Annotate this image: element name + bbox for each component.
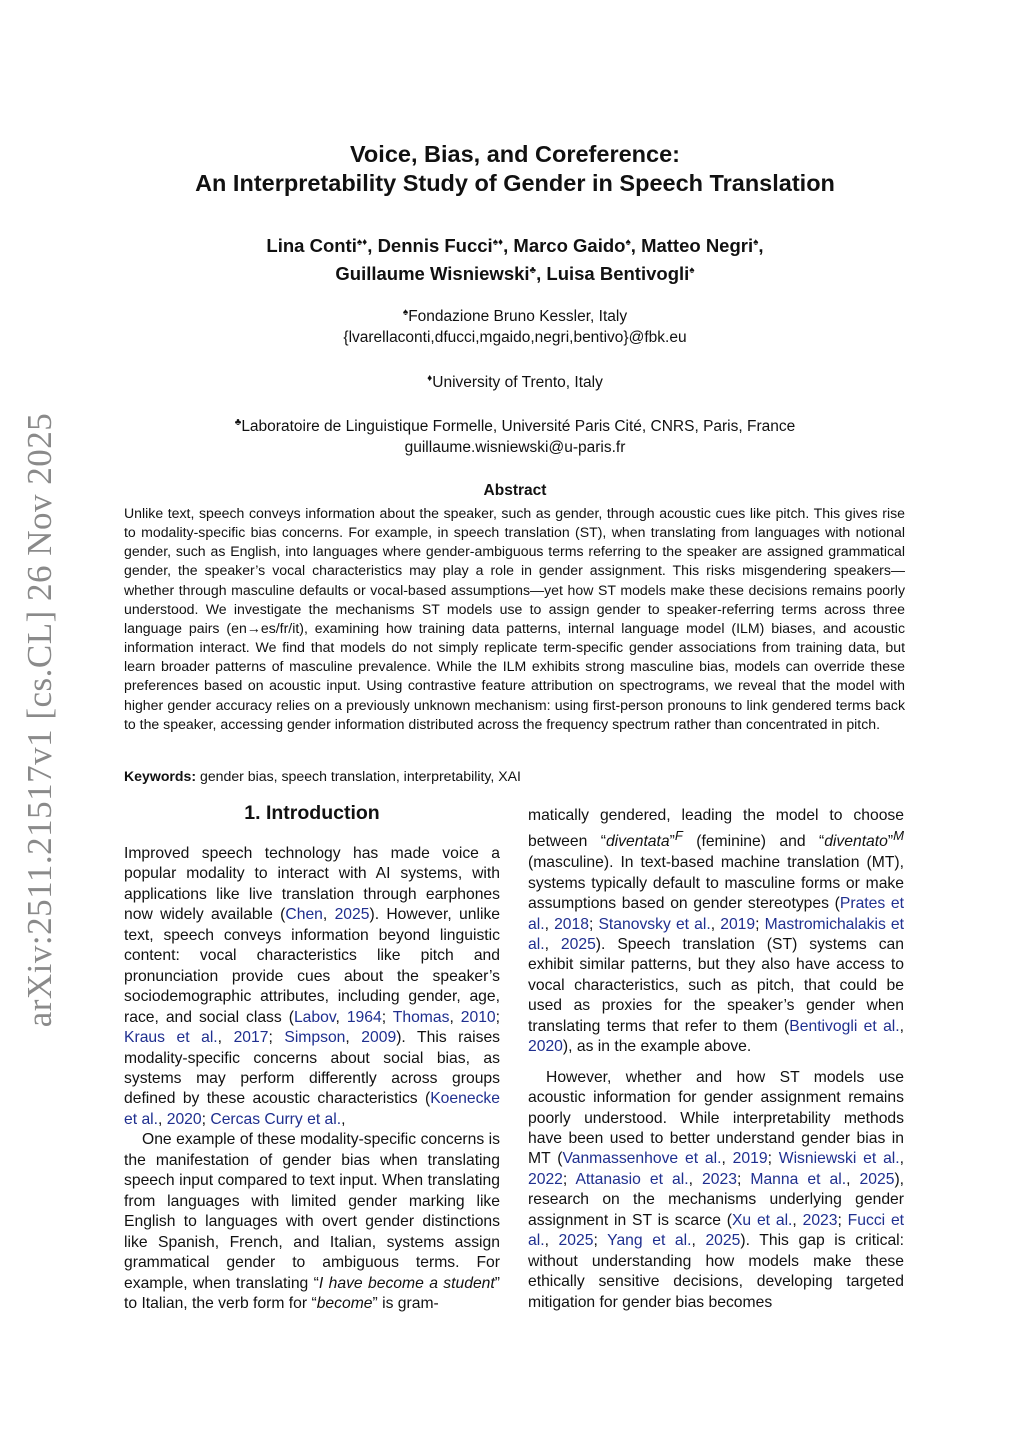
intro-paragraph-3 bbox=[528, 806, 904, 1058]
citation-link[interactable]: 2023 bbox=[702, 1170, 737, 1188]
citation-link[interactable]: Chen bbox=[285, 906, 323, 924]
arxiv-sidebar-stamp bbox=[10, 410, 70, 1030]
author-separator: , bbox=[503, 235, 514, 257]
author-name: Lina Conti bbox=[266, 235, 357, 257]
text-run: , bbox=[217, 1029, 234, 1047]
text-run: , bbox=[899, 1150, 905, 1168]
author-affil-mark: ♠♦ bbox=[356, 237, 368, 248]
citation-link[interactable]: 2009 bbox=[361, 1029, 397, 1047]
citation-link[interactable]: 2025 bbox=[705, 1232, 741, 1250]
affil-name: Fondazione Bruno Kessler, Italy bbox=[408, 308, 628, 326]
affil-email: guillaume.wisniewski@u-paris.fr bbox=[404, 439, 626, 457]
citation-link[interactable]: 2017 bbox=[233, 1029, 269, 1047]
text-run: , bbox=[792, 1211, 803, 1229]
title-line-1: Voice, Bias, and Coreference: bbox=[350, 141, 680, 167]
text-run: ; bbox=[588, 915, 599, 933]
keywords-line bbox=[124, 768, 521, 784]
author-name: Dennis Fucci bbox=[377, 235, 493, 257]
text-run: ” bbox=[887, 833, 894, 851]
text-run: , bbox=[158, 1110, 167, 1128]
author-name: Matteo Negri bbox=[641, 235, 754, 257]
text-run: ; bbox=[562, 1170, 576, 1188]
affiliation-llf bbox=[120, 412, 910, 458]
author-affil-mark: ♠ bbox=[689, 265, 695, 277]
gender-superscript: M bbox=[893, 828, 904, 844]
citation-link[interactable]: 1964 bbox=[346, 1008, 382, 1026]
text-run: ; bbox=[755, 915, 765, 933]
citation-link[interactable]: Stanovsky et al. bbox=[598, 915, 711, 933]
affil-mark: ♣ bbox=[234, 417, 242, 428]
citation-link[interactable]: Xu et al. bbox=[731, 1211, 793, 1229]
citation-link[interactable]: 2025 bbox=[558, 1232, 594, 1250]
citation-link[interactable]: 2025 bbox=[859, 1170, 895, 1188]
text-run: ” to Italian, the verb form for “ bbox=[124, 1274, 500, 1312]
text-run: , bbox=[846, 1170, 860, 1188]
citation-link[interactable]: Koenecke et al. bbox=[124, 1090, 500, 1128]
text-run: One example of these modality-specific concerns is the manifestation of gender bias when translating speech input compared to text input. When translating from languages with limited gender marking like English to languages with overt gender distinctions like Spanish, French, and Italian, systems assign grammatical gender to ambiguous terms. For example, when translating “ bbox=[124, 1131, 500, 1292]
text-run: , bbox=[721, 1150, 733, 1168]
citation-link[interactable]: Yang et al. bbox=[607, 1232, 692, 1250]
text-run: ). However, unlike text, speech conveys information beyond linguistic content: vocal characteristics like pitch and pronunciation provide cues about the speaker’s sociodemographic attributes, including gender, age, race, and social class ( bbox=[124, 906, 501, 1026]
text-run: , bbox=[710, 915, 721, 933]
text-run: ). This gap is critical: without understanding how models make these ethically sensitive decisions, developing targeted mitigation for gender bias becomes bbox=[528, 1232, 905, 1311]
author-affil-mark: ♠ bbox=[753, 237, 759, 248]
affil-email: {lvarellaconti,dfucci,mgaido,negri,bentivo}@fbk.eu bbox=[343, 329, 687, 347]
right-column bbox=[528, 806, 904, 1313]
author-affil-mark: ♣ bbox=[529, 265, 537, 277]
text-run: ” bbox=[669, 833, 675, 851]
affil-mark: ♠ bbox=[402, 307, 409, 318]
author-affil-mark: ♠♦ bbox=[492, 237, 504, 248]
citation-link[interactable]: 2022 bbox=[528, 1170, 563, 1188]
citation-link[interactable]: 2025 bbox=[334, 906, 370, 924]
text-run: , bbox=[544, 1232, 559, 1250]
keywords-label: Keywords: bbox=[124, 768, 197, 784]
citation-link[interactable]: Cercas Curry et al. bbox=[210, 1110, 342, 1128]
text-run: , bbox=[345, 1029, 362, 1047]
text-run: , bbox=[449, 1008, 461, 1026]
text-run: (masculine). In text-based machine translation (MT), systems typically default to masculine forms or make assumptions based on gender stereotypes ( bbox=[528, 854, 904, 913]
text-run: ), research on the mechanisms underlying gender assignment in ST is scarce ( bbox=[528, 1170, 905, 1229]
example-word: diventata bbox=[605, 833, 670, 851]
text-run: ; bbox=[736, 1170, 751, 1188]
text-run: , bbox=[688, 1170, 703, 1188]
affiliation-fbk bbox=[120, 302, 910, 348]
text-run: ; bbox=[268, 1029, 285, 1047]
citation-link[interactable]: Bentivogli et al. bbox=[789, 1017, 900, 1035]
text-run: ; bbox=[381, 1008, 393, 1026]
intro-paragraph-4 bbox=[528, 1068, 904, 1313]
arxiv-id: arXiv:2511.21517v1 [cs.CL] 26 Nov 2025 bbox=[20, 412, 59, 1028]
text-run: ” is gram- bbox=[372, 1294, 439, 1312]
text-run: ; bbox=[767, 1150, 779, 1168]
citation-link[interactable]: Kraus et al. bbox=[124, 1029, 218, 1047]
text-run: ), as in the example above. bbox=[562, 1038, 752, 1056]
citation-link[interactable]: Fucci et al. bbox=[528, 1211, 905, 1250]
text-run: Improved speech technology has made voice a popular modality to interact with AI systems, with applications like live translation through earphones now widely available ( bbox=[124, 845, 500, 924]
text-run: , bbox=[341, 1110, 346, 1128]
text-run: , bbox=[899, 1017, 905, 1035]
intro-paragraph-1 bbox=[124, 844, 500, 1130]
text-run: ; bbox=[593, 1232, 608, 1250]
text-run: ). Speech translation (ST) systems can exhibit similar patterns, but they also have access to vocal characteristics, such as pitch, that could be used as proxies for the speaker’s gender when translating terms that refer to them ( bbox=[528, 935, 904, 1035]
text-run: ; bbox=[201, 1110, 211, 1128]
text-run: ; bbox=[495, 1008, 501, 1026]
author-name: Guillaume Wisniewski bbox=[335, 263, 530, 285]
text-run: , bbox=[335, 1008, 347, 1026]
citation-link[interactable]: Manna et al. bbox=[750, 1170, 847, 1188]
affil-name: Laboratoire de Linguistique Formelle, Université Paris Cité, CNRS, Paris, France bbox=[241, 418, 796, 436]
author-separator: , bbox=[536, 263, 547, 285]
citation-link[interactable]: Prates et al. bbox=[528, 895, 905, 933]
citation-link[interactable]: Vanmassenhove et al. bbox=[562, 1150, 722, 1168]
citation-link[interactable]: 2010 bbox=[460, 1008, 496, 1026]
text-run: However, whether and how ST models use acoustic information for gender assignment remains poorly understood. While interpretability methods have been used to better understand gender bias in MT ( bbox=[528, 1068, 904, 1168]
citation-link[interactable]: Mastromichalakis et al. bbox=[528, 915, 904, 953]
text-run: , bbox=[544, 915, 555, 933]
text-run: , bbox=[322, 906, 335, 924]
text-run: ). This raises modality-specific concerns about social bias, as systems may perform differently across groups defined by these acoustic characteristics ( bbox=[124, 1029, 501, 1108]
text-run: , bbox=[544, 935, 561, 953]
paper-title bbox=[120, 140, 910, 198]
author-name: Luisa Bentivogli bbox=[546, 263, 690, 285]
gender-superscript: F bbox=[674, 828, 683, 844]
affil-mark: ♦ bbox=[427, 373, 433, 384]
citation-link[interactable]: 2020 bbox=[528, 1038, 563, 1056]
citation-link[interactable]: Wisniewski et al. bbox=[778, 1150, 900, 1168]
citation-link[interactable]: 2019 bbox=[720, 915, 756, 933]
text-run: matically gendered, leading the model to choose between “ bbox=[528, 807, 904, 851]
affiliation-trento bbox=[120, 368, 910, 393]
author-name: Marco Gaido bbox=[513, 235, 626, 257]
text-run: , bbox=[691, 1232, 706, 1250]
citation-link[interactable]: Thomas bbox=[392, 1008, 450, 1026]
citation-link[interactable]: 2025 bbox=[560, 935, 596, 953]
example-sentence: I have become a student bbox=[318, 1274, 495, 1292]
example-word: diventato bbox=[824, 833, 888, 851]
citation-link[interactable]: 2023 bbox=[802, 1211, 838, 1229]
text-run: (feminine) and “ bbox=[682, 833, 825, 851]
intro-paragraph-2 bbox=[124, 1130, 500, 1314]
citation-link[interactable]: 2020 bbox=[166, 1110, 202, 1128]
author-separator: , bbox=[630, 235, 642, 257]
citation-link[interactable]: Attanasio et al. bbox=[575, 1170, 689, 1188]
citation-link[interactable]: Labov bbox=[293, 1008, 336, 1026]
text-run: ; bbox=[837, 1211, 848, 1229]
citation-link[interactable]: 2019 bbox=[732, 1150, 768, 1168]
abstract-body: Unlike text, speech conveys information about the speaker, such as gender, through acoustic cues like pitch. This gives rise to modality-specific bias concerns. For example, in speech translation (ST), when translating from languages with notional gender, such as English, into languages where gender-ambiguous terms referring to the speaker are assigned grammatical gender, the speaker’s vocal characteristics may play a role in gender assignment. This risks misgendering speakers—whether through masculine defaults or vocal-based assumptions—yet how ST models make these decisions remains poorly understood. We investigate the mechanisms ST models use to assign gender to speaker-referring terms across three language pairs (en→es/fr/it), examining how training data patterns, internal language model (ILM) biases, and acoustic information interact. We find that models do not simply replicate term-specific gender associations from training data, but learn broader patterns of masculine prevalence. While the ILM exhibits strong masculine bias, models can override these preferences based on acoustic input. Using contrastive feature attribution on spectrograms, we reveal that the model with higher gender accuracy relies on a previously unknown mechanism: using first-person pronouns to link gendered terms back to the speaker, accessing gender information distributed across the frequency spectrum rather than concentrated in pitch. bbox=[124, 505, 905, 732]
citation-link[interactable]: Simpson bbox=[284, 1029, 346, 1047]
author-separator: , bbox=[758, 235, 764, 257]
affil-name: University of Trento, Italy bbox=[432, 374, 603, 392]
title-line-2: An Interpretability Study of Gender in Speech Translation bbox=[195, 170, 835, 196]
abstract-heading: Abstract bbox=[483, 482, 547, 499]
keywords-list: gender bias, speech translation, interpretability, XAI bbox=[196, 768, 521, 784]
citation-link[interactable]: 2018 bbox=[554, 915, 589, 933]
left-column bbox=[124, 844, 500, 1314]
author-list bbox=[120, 230, 910, 286]
author-affil-mark: ♠ bbox=[625, 237, 631, 248]
example-word: become bbox=[316, 1294, 373, 1312]
section-heading-introduction: 1. Introduction bbox=[244, 802, 380, 824]
author-separator: , bbox=[367, 235, 378, 257]
